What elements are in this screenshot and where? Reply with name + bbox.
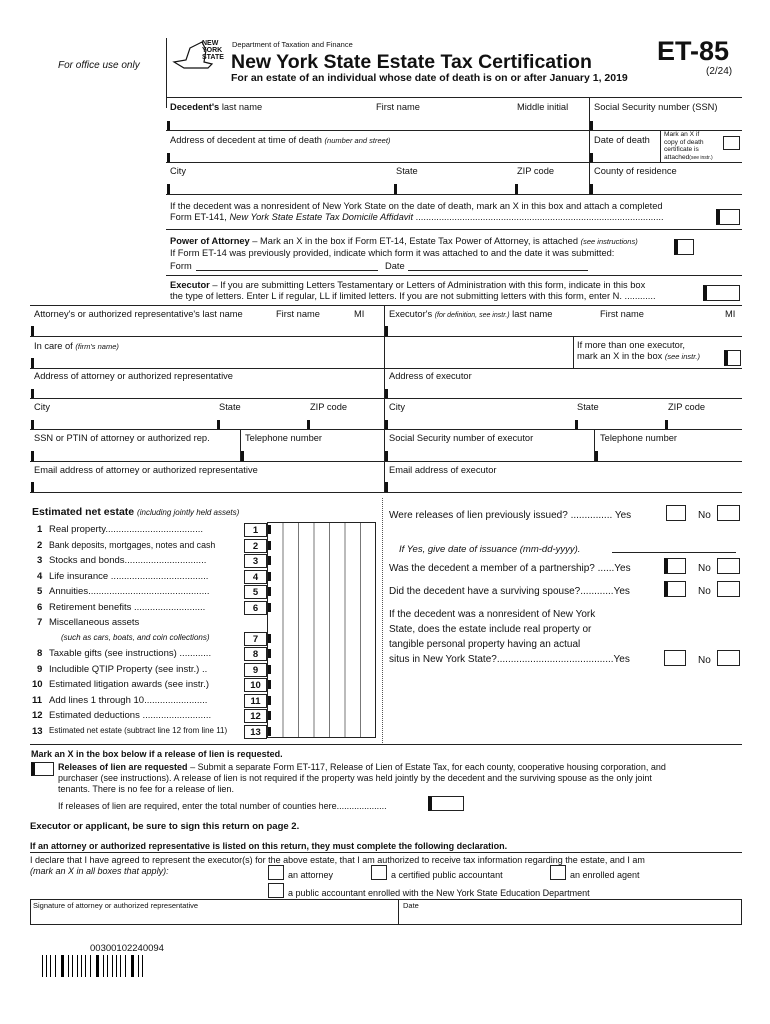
decedent-city-field[interactable] (167, 184, 170, 194)
decedent-state-label: State (396, 166, 418, 176)
net-estate-amount-column (267, 522, 376, 738)
decedent-first-name-label: First name (376, 102, 420, 112)
q4-line1: If the decedent was a nonresident of New York (389, 609, 596, 620)
date-of-death-label: Date of death (594, 135, 650, 145)
net-estate-line-label: Includible QTIP Property (see instr.) .. (49, 663, 208, 675)
cpa-option-label: a certified public accountant (391, 870, 503, 880)
decedent-city-label: City (170, 166, 187, 176)
executor-email-label: Email address of executor (389, 465, 497, 475)
attorney-ssn-field[interactable] (31, 451, 34, 461)
net-estate-line-label: Real property..................................... (49, 524, 203, 535)
agent-option-checkbox[interactable] (550, 865, 566, 880)
barcode-icon (42, 955, 210, 977)
nonresident-checkbox[interactable] (716, 209, 740, 225)
attorney-option-checkbox[interactable] (268, 865, 284, 880)
care-of-field[interactable] (31, 358, 34, 368)
net-estate-line-label: Stocks and bonds............................... (49, 555, 207, 566)
net-estate-line-box: 7 (244, 632, 267, 646)
q4-no-checkbox[interactable] (717, 650, 740, 666)
net-estate-amount-field[interactable] (268, 680, 271, 689)
attorney-last-name-field[interactable] (31, 326, 34, 336)
net-estate-amount-field[interactable] (268, 649, 271, 658)
agent-option-label: an enrolled agent (570, 870, 640, 880)
executor-city-label: City (389, 402, 406, 412)
net-estate-line-label: Bank deposits, mortgages, notes and cash (49, 539, 216, 550)
q4-line2: State, does the estate include real property or (389, 624, 592, 635)
executor-state-label: State (577, 402, 599, 412)
q1-date-field[interactable] (612, 552, 736, 553)
signature-label: Signature of attorney or authorized representative (33, 901, 199, 910)
net-estate-amount-field[interactable] (268, 727, 271, 736)
q1-date-label: If Yes, give date of issuance (mm-dd-yyyy). (399, 544, 581, 555)
pa-option-label: a public accountant enrolled with the New York State Education Department (288, 888, 590, 898)
net-estate-amount-field[interactable] (268, 603, 271, 612)
net-estate-amount-field[interactable] (268, 572, 271, 581)
executor-mi-label: MI (725, 309, 736, 319)
net-estate-line-number: 10 (32, 679, 43, 690)
attorney-ssn-label: SSN or PTIN of attorney or authorized rep. (34, 433, 210, 443)
executor-first-name-label: First name (600, 309, 644, 319)
multi-executor-note-1: If more than one executor, (577, 340, 686, 350)
net-estate-line-number: 8 (37, 648, 43, 659)
net-estate-line-label: Add lines 1 through 10........................ (49, 694, 208, 706)
form-subtitle: For an estate of an individual whose date of death is on or after January 1, 2019 (231, 72, 628, 84)
attorney-zip-label: ZIP code (310, 402, 348, 412)
net-estate-line-box: 5 (244, 585, 267, 599)
net-estate-line-box: 8 (244, 647, 267, 661)
decedent-county-field[interactable] (590, 184, 593, 194)
net-estate-line-number: 3 (37, 555, 43, 566)
form-number: ET-85 (657, 36, 730, 66)
nonresident-line1: If the decedent was a nonresident of New York State on the date of death, mark an X in this box and attach a completed (170, 201, 663, 211)
release-counties-label: If releases of lien are required, enter the total number of counties here.................... (58, 801, 387, 811)
pa-option-checkbox[interactable] (268, 883, 284, 898)
executor-note-line1: Executor – If you are submitting Letters Testamentary or Letters of Administration with this form, indicate in this box (170, 280, 646, 290)
care-of-label: In care of (firm's name) (34, 341, 119, 351)
declaration-line1: I declare that I have agreed to represent the executor(s) for the above estate, that I am authorized to receive tax information regarding the estate, and I am (30, 855, 645, 865)
attorney-option-label: an attorney (288, 870, 334, 880)
q3-no-label: No (698, 586, 711, 597)
q4-line4: situs in New York State?..........................................Yes (389, 654, 630, 665)
net-estate-amount-field[interactable] (268, 634, 271, 643)
net-estate-line-box: 11 (244, 694, 267, 708)
release-line2: purchaser (see instructions). A release of lien is not required if the property was held jointly by the decedent and the surviving spouse as the only joint (58, 773, 652, 783)
q3-yes-checkbox[interactable] (664, 581, 686, 597)
declaration-line2: (mark an X in all boxes that apply): (30, 866, 169, 876)
multi-executor-checkbox[interactable] (724, 350, 741, 366)
executor-ssn-field[interactable] (385, 451, 388, 461)
logo-text-york: YORK (202, 47, 223, 54)
executor-zip-label: ZIP code (668, 402, 706, 412)
q2-label: Was the decedent a member of a partnership? ......Yes (389, 563, 631, 574)
attorney-state-label: State (219, 402, 241, 412)
poa-date-field[interactable] (408, 270, 588, 271)
letters-type-field[interactable] (703, 285, 740, 301)
net-estate-amount-field[interactable] (268, 665, 271, 674)
poa-checkbox[interactable] (674, 239, 694, 255)
multi-executor-note-2: mark an X in the box (see instr.) (577, 351, 701, 361)
release-counties-field[interactable] (428, 796, 464, 811)
barcode-number: 00300102240094 (90, 943, 164, 954)
net-estate-line-label: Estimated litigation awards (see instr.) (49, 679, 209, 690)
cpa-option-checkbox[interactable] (371, 865, 387, 880)
net-estate-line-number: 1 (37, 524, 43, 535)
decedent-address-label: Address of decedent at time of death (number and street) (170, 135, 391, 145)
executor-note-line2: the type of letters. Enter L if regular, LL if limited letters. If you are not submitting letters with this form, enter N. ............ (170, 291, 656, 301)
net-estate-amount-field[interactable] (268, 525, 271, 534)
executor-ssn-label: Social Security number of executor (389, 433, 534, 443)
logo-text-state: STATE (202, 54, 224, 61)
net-estate-line-label: Retirement benefits ........................... (49, 601, 206, 613)
q1-no-checkbox[interactable] (717, 505, 740, 521)
net-estate-line-label: (such as cars, boats, and coin collections) (61, 632, 210, 642)
q1-label: Were releases of lien previously issued? ............... Yes (389, 510, 632, 521)
net-estate-title: Estimated net estate (including jointly held assets) (32, 506, 240, 518)
executor-phone-label: Telephone number (600, 433, 678, 443)
q2-no-checkbox[interactable] (717, 558, 740, 574)
q4-no-label: No (698, 655, 711, 666)
net-estate-line-label: Life insurance ..................................... (49, 570, 209, 582)
executor-phone-field[interactable] (595, 451, 598, 461)
net-estate-amount-field[interactable] (268, 696, 271, 705)
net-estate-amount-field[interactable] (268, 587, 271, 596)
net-estate-line-label: Taxable gifts (see instructions) ............ (49, 648, 212, 659)
net-estate-line-box: 3 (244, 554, 267, 568)
attorney-phone-label: Telephone number (245, 433, 323, 443)
net-estate-line-box: 6 (244, 601, 267, 615)
net-estate-line-box: 13 (244, 725, 267, 739)
q3-label: Did the decedent have a surviving spouse?............Yes (389, 586, 630, 597)
declaration-heading: If an attorney or authorized representative is listed on this return, they must complete the following declaration. (30, 841, 508, 851)
net-estate-amount-field[interactable] (268, 541, 271, 550)
net-estate-line-box: 12 (244, 709, 267, 723)
poa-form-label: Form (170, 261, 192, 271)
sign-note: Executor or applicant, be sure to sign this return on page 2. (30, 821, 300, 832)
net-estate-amount-field[interactable] (268, 556, 271, 565)
executor-last-name-field[interactable] (385, 326, 388, 336)
q1-no-label: No (698, 510, 711, 521)
decedent-state-field[interactable] (394, 184, 397, 194)
net-estate-line-number: 2 (37, 539, 43, 551)
net-estate-line-box: 4 (244, 570, 267, 584)
q3-no-checkbox[interactable] (717, 581, 740, 597)
q2-yes-checkbox[interactable] (664, 558, 686, 574)
q1-yes-checkbox[interactable] (666, 505, 686, 521)
attorney-email-field[interactable] (31, 482, 34, 492)
attorney-phone-field[interactable] (241, 451, 244, 461)
net-estate-line-number: 6 (37, 601, 43, 613)
attorney-email-label: Email address of attorney or authorized representative (34, 465, 258, 475)
decedent-ssn-label: Social Security number (SSN) (594, 102, 718, 112)
net-estate-line-number: 13 (32, 725, 43, 737)
q4-yes-checkbox[interactable] (664, 650, 686, 666)
net-estate-line-box: 10 (244, 678, 267, 692)
executor-email-field[interactable] (385, 482, 388, 492)
poa-date-label: Date (385, 261, 405, 271)
release-line3: tenants. There is no fee for a release of lien. (58, 784, 234, 794)
form-revision: (2/24) (706, 66, 733, 77)
net-estate-line-box: 2 (244, 539, 267, 553)
executor-last-name-label: Executor's (for definition, see instr.) last name (389, 309, 553, 319)
office-use-label: For office use only (58, 60, 140, 71)
net-estate-line-label: Miscellaneous assets (49, 617, 140, 628)
logo-text-new: NEW (202, 40, 219, 47)
release-checkbox[interactable] (31, 762, 54, 776)
net-estate-line-number: 7 (37, 617, 43, 628)
attorney-mi-label: MI (354, 309, 365, 319)
release-line1: Releases of lien are requested – Submit a separate Form ET-117, Release of Lien of Estate Tax, for each county, cooperative housing corporation, and (58, 762, 666, 772)
net-estate-line-number: 5 (37, 586, 43, 597)
poa-form-field[interactable] (196, 270, 378, 271)
death-cert-note: Mark an X if copy of death certificate is attached(see instr.) (664, 131, 713, 161)
q2-no-label: No (698, 563, 711, 574)
death-cert-checkbox[interactable] (723, 136, 740, 150)
net-estate-line-label: Annuities.............................................. (49, 586, 210, 597)
attorney-first-name-label: First name (276, 309, 320, 319)
decedent-county-label: County of residence (594, 166, 677, 176)
decedent-zip-field[interactable] (515, 184, 518, 194)
signature-date-label: Date (403, 901, 419, 910)
nonresident-line2: Form ET-141, New York State Estate Tax Domicile Affidavit ................................................................................................ (170, 212, 664, 222)
net-estate-line-number: 4 (37, 570, 43, 582)
net-estate-line-number: 11 (32, 694, 43, 706)
attorney-last-name-label: Attorney's or authorized representative's last name (34, 309, 243, 319)
decedent-mi-label: Middle initial (517, 102, 569, 112)
net-estate-line-box: 9 (244, 663, 267, 677)
executor-address-label: Address of executor (389, 371, 472, 381)
decedent-zip-label: ZIP code (517, 166, 555, 176)
net-estate-line-label: Estimated deductions .......................... (49, 710, 212, 721)
form-title: New York State Estate Tax Certification (231, 51, 592, 73)
net-estate-line-label: Estimated net estate (subtract line 12 from line 11) (49, 725, 228, 735)
net-estate-line-number: 9 (37, 663, 43, 675)
attorney-city-label: City (34, 402, 51, 412)
nys-logo (172, 38, 228, 72)
net-estate-line-number: 12 (32, 710, 43, 721)
q4-line3: tangible personal property having an actual (389, 639, 581, 650)
attorney-address-label: Address of attorney or authorized representative (34, 371, 233, 381)
department-label: Department of Taxation and Finance (232, 40, 353, 49)
net-estate-line-box: 1 (244, 523, 267, 537)
decedent-last-name-label: Decedent's last name (170, 102, 263, 112)
net-estate-amount-field[interactable] (268, 711, 271, 720)
poa-line1: Power of Attorney – Mark an X in the box if Form ET-14, Estate Tax Power of Attorney, is attached (see instructions) (170, 236, 638, 246)
poa-line2: If Form ET-14 was previously provided, indicate which form it was attached to and the date it was submitted: (170, 248, 615, 258)
release-heading: Mark an X in the box below if a release of lien is requested. (31, 749, 283, 759)
